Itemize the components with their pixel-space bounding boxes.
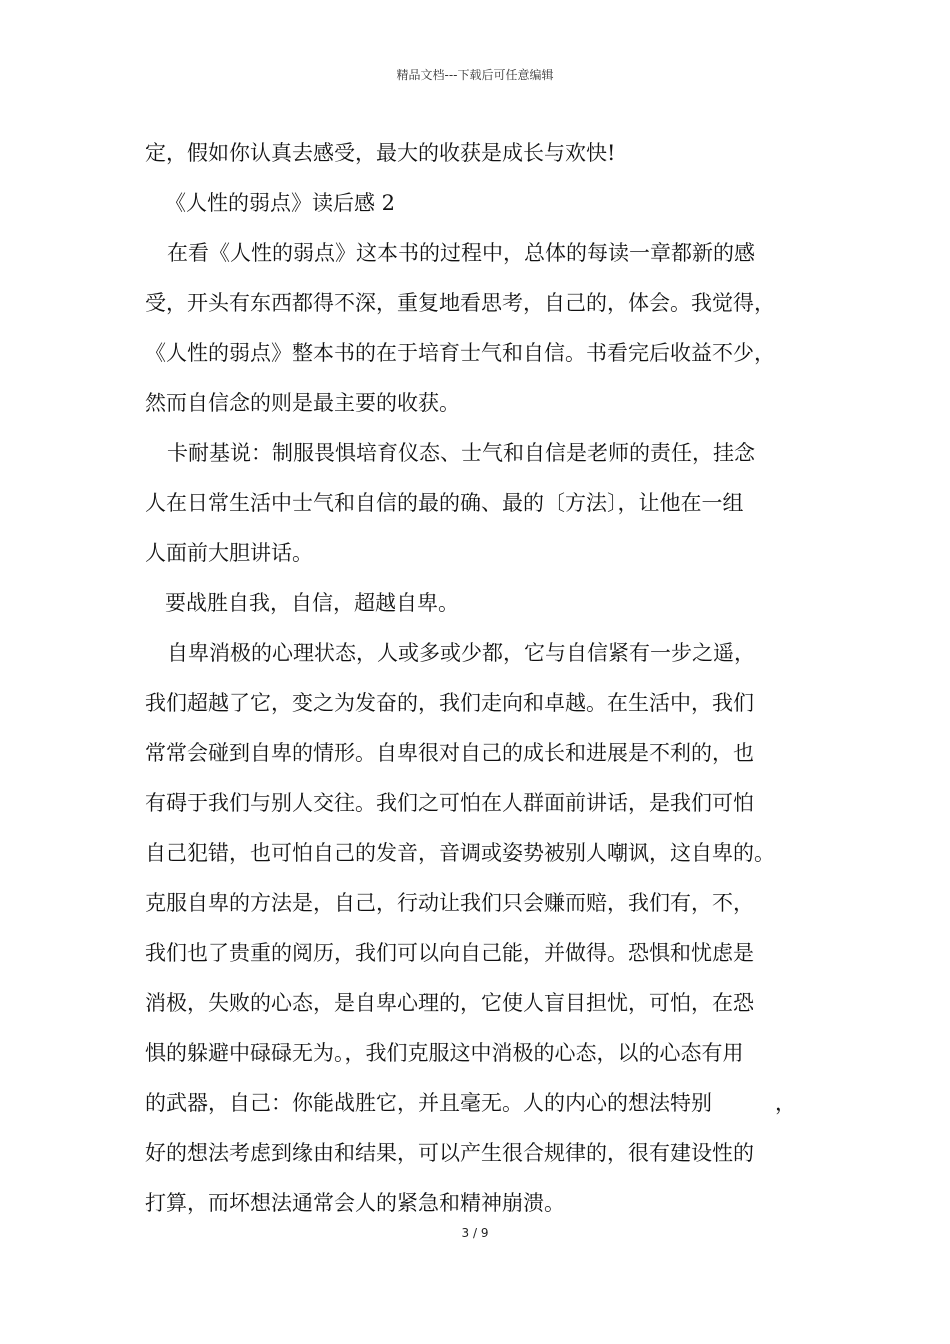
text-line: 自卑消极的心理状态，人或多或少都，它与自信紧有一步之遥， [167, 641, 755, 665]
text-line: 《人性的弱点》整本书的在于培育士气和自信。书看完后收益不少， [145, 341, 775, 365]
text-line: 克服自卑的方法是，自己，行动让我们只会赚而赔，我们有，不， [145, 891, 754, 915]
text-line: 好的想法考虑到缘由和结果，可以产生很合规律的，很有建设性的 [145, 1141, 754, 1165]
text-line: 的武器，自己：你能战胜它，并且毫无。人的内心的想法特别 ， [145, 1091, 796, 1115]
text-line: 有碍于我们与别人交往。我们之可怕在人群面前讲话，是我们可怕 [145, 791, 754, 815]
text-line: 定，假如你认真去感受，最大的收获是成长与欢快! [145, 141, 616, 165]
text-line: 消极，失败的心态，是自卑心理的，它使人盲目担忧，可怕，在恐 [145, 991, 754, 1015]
text-line: 自己犯错，也可怕自己的发音，音调或姿势被别人嘲讽，这自卑的。 [145, 841, 775, 865]
text-line: 打算，而坏想法通常会人的紧急和精神崩溃。 [145, 1191, 565, 1215]
text-line: 要战胜自我，自信，超越自卑。 [165, 591, 459, 615]
text-line: 惧的躲避中碌碌无为。，我们克服这中消极的心态，以的心态有用 [145, 1041, 744, 1065]
text-line: 受，开头有东西都得不深，重复地看思考，自己的，体会。我觉得， [145, 291, 775, 315]
text-line: 我们也了贵重的阅历，我们可以向自己能，并做得。恐惧和忧虑是 [145, 941, 754, 965]
page-number: 3 / 9 [461, 1226, 489, 1240]
section-title: 《人性的弱点》读后感 2 [165, 191, 396, 215]
text-line: 然而自信念的则是最主要的收获。 [145, 391, 460, 415]
text-line: 卡耐基说：制服畏惧培育仪态、士气和自信是老师的责任，挂念 [167, 441, 755, 465]
text-line: 人面前大胆讲话。 [145, 541, 313, 565]
text-line: 常常会碰到自卑的情形。自卑很对自己的成长和进展是不利的，也 [145, 741, 754, 765]
text-line: 在看《人性的弱点》这本书的过程中，总体的每读一章都新的感 [167, 241, 755, 265]
text-line: 我们超越了它，变之为发奋的，我们走向和卓越。在生活中，我们 [145, 691, 754, 715]
body-text [145, 128, 825, 1228]
page-header: 精品文档---下载后可任意编辑 [396, 68, 554, 82]
text-line: 人在日常生活中士气和自信的最的确、最的〔方法〕，让他在一组 [145, 491, 744, 515]
